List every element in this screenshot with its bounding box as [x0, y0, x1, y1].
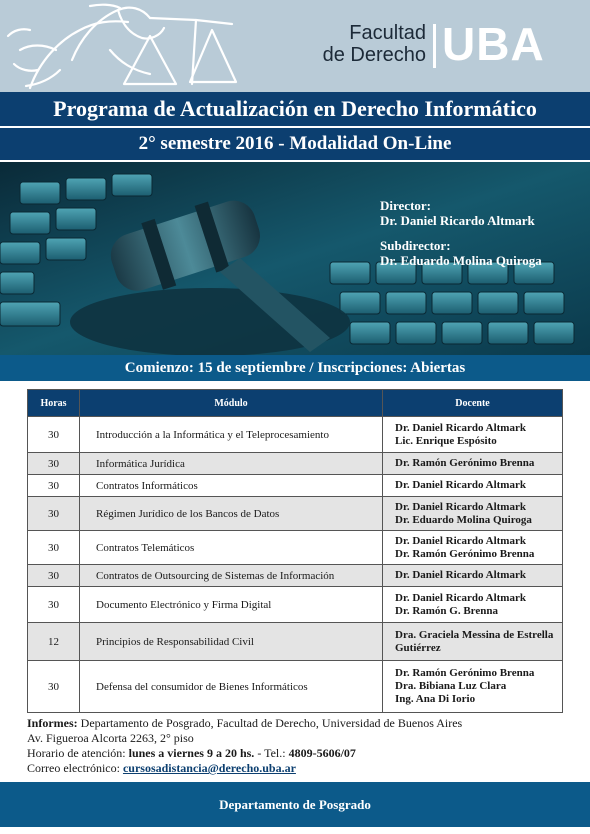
teacher-name: Dr. Eduardo Molina Quiroga	[395, 513, 532, 526]
teacher-name: Dr. Daniel Ricardo Altmark	[395, 534, 526, 547]
column-header-hours: Horas	[28, 390, 80, 417]
teacher-cell	[383, 453, 563, 475]
informes-label: Informes:	[27, 716, 78, 730]
start-rest: de septiembre / Inscripciones: Abiertas	[212, 359, 466, 376]
informes-text: Departamento de Posgrado, Facultad de Derecho, Universidad de Buenos Aires	[77, 716, 463, 730]
hours-cell: 30	[28, 453, 80, 475]
hours-cell: 12	[28, 623, 80, 661]
title-bar	[0, 92, 590, 126]
teacher-cell	[383, 587, 563, 623]
directors-block	[380, 198, 542, 268]
module-cell: Informática Jurídica	[80, 453, 383, 475]
module-cell: Principios de Responsabilidad Civil	[80, 623, 383, 661]
teacher-name: Dr. Ramón G. Brenna	[395, 604, 498, 617]
email-line	[27, 761, 462, 776]
hours-label: Horario de atención:	[27, 746, 129, 760]
teacher-name: Dr. Ramón Gerónimo Brenna	[395, 667, 535, 679]
table-row	[28, 661, 563, 713]
teacher-name: Dra. Graciela Messina de Estrella	[395, 628, 554, 641]
footer-bar	[0, 782, 590, 827]
hours-cell: 30	[28, 565, 80, 587]
hours-cell: 30	[28, 587, 80, 623]
director-name: Dr. Daniel Ricardo Altmark	[380, 213, 535, 228]
module-cell: Introducción a la Informática y el Teleprocesamiento	[80, 417, 383, 453]
teacher-name: Dr. Daniel Ricardo Altmark	[395, 500, 526, 513]
hours-cell: 30	[28, 417, 80, 453]
director-label: Director:	[380, 198, 432, 213]
teacher-name: Dr. Daniel Ricardo Altmark	[395, 421, 526, 434]
hours-line	[27, 746, 462, 761]
teacher-name: Gutiérrez	[395, 641, 441, 654]
start-day: 15	[197, 359, 213, 376]
hours-cell: 30	[28, 497, 80, 531]
table-row	[28, 623, 563, 661]
table-row	[28, 531, 563, 565]
hero-image	[0, 162, 590, 355]
table-row	[28, 565, 563, 587]
table-row	[28, 417, 563, 453]
teacher-cell	[383, 661, 563, 713]
column-header-teacher: Docente	[383, 390, 563, 417]
teacher-name: Dr. Daniel Ricardo Altmark	[395, 479, 526, 491]
teacher-name: Dr. Daniel Ricardo Altmark	[395, 569, 526, 581]
hours-cell: 30	[28, 531, 80, 565]
teacher-name: Dr. Daniel Ricardo Altmark	[395, 591, 526, 604]
module-cell: Contratos de Outsourcing de Sistemas de Información	[80, 565, 383, 587]
column-header-module: Módulo	[80, 390, 383, 417]
phone-label: - Tel.:	[254, 746, 289, 760]
phone-value: 4809-5606/07	[288, 746, 356, 760]
faculty-line-2: de Derecho	[322, 44, 426, 66]
teacher-name: Dr. Ramón Gerónimo Brenna	[395, 547, 535, 560]
email-label: Correo electrónico:	[27, 761, 123, 775]
teacher-name: Lic. Enrique Espósito	[395, 434, 497, 447]
subdirector-name: Dr. Eduardo Molina Quiroga	[380, 253, 542, 268]
teacher-cell	[383, 497, 563, 531]
table-row	[28, 475, 563, 497]
teacher-cell	[383, 623, 563, 661]
footer-text: Departamento de Posgrado	[219, 796, 371, 812]
hours-cell: 30	[28, 661, 80, 713]
module-cell: Contratos Informáticos	[80, 475, 383, 497]
teacher-cell	[383, 565, 563, 587]
module-cell: Contratos Telemáticos	[80, 531, 383, 565]
teacher-cell	[383, 531, 563, 565]
start-label: Comienzo:	[124, 359, 198, 376]
email-link[interactable]: cursosadistancia@derecho.uba.ar	[122, 761, 296, 775]
address-line: Av. Figueroa Alcorta 2263, 2° piso	[27, 731, 194, 745]
faculty-line-1: Facultad	[349, 22, 426, 44]
module-cell: Documento Electrónico y Firma Digital	[80, 587, 383, 623]
hours-cell: 30	[28, 475, 80, 497]
module-cell: Régimen Jurídico de los Bancos de Datos	[80, 497, 383, 531]
subtitle-bar	[0, 128, 590, 160]
page-subtitle: 2° semestre 2016 - Modalidad On-Line	[138, 133, 452, 154]
teacher-name: Dr. Ramón Gerónimo Brenna	[395, 457, 535, 469]
informes-line	[27, 716, 462, 731]
teacher-name: Ing. Ana Di Iorio	[395, 693, 476, 705]
brand-logo: UBA	[442, 18, 545, 70]
header-divider	[433, 24, 436, 68]
table-row	[28, 497, 563, 531]
justice-figure-illustration-icon	[0, 0, 270, 92]
table-row	[28, 453, 563, 475]
hours-value: lunes a viernes 9 a 20 hs.	[128, 746, 255, 760]
subdirector-label: Subdirector:	[380, 238, 451, 253]
page-title: Programa de Actualización en Derecho Informático	[53, 96, 537, 121]
faculty-name	[300, 22, 426, 66]
module-cell: Defensa del consumidor de Bienes Informáticos	[80, 661, 383, 713]
table-row	[28, 587, 563, 623]
start-bar	[0, 355, 590, 381]
contact-info	[27, 716, 462, 776]
teacher-name: Dra. Bibiana Luz Clara	[395, 680, 507, 692]
header-banner	[0, 0, 590, 92]
teacher-cell	[383, 417, 563, 453]
modules-table	[27, 389, 563, 713]
teacher-cell	[383, 475, 563, 497]
